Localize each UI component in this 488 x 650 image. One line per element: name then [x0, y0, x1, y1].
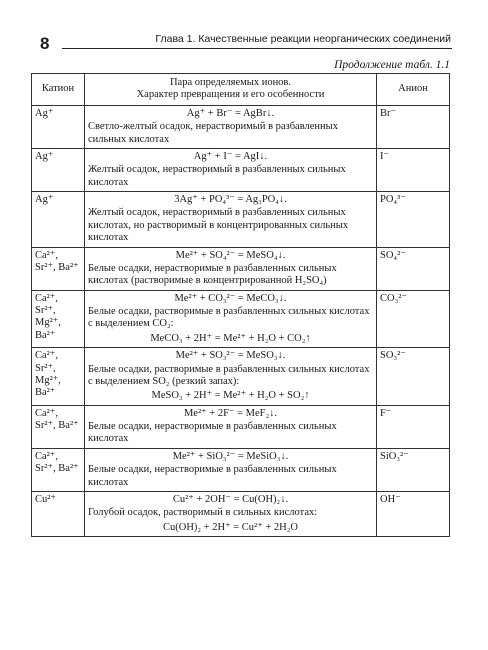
cation-cell: Ag⁺ — [32, 105, 85, 148]
cation-cell: Ag⁺ — [32, 192, 85, 248]
table-continuation-label: Продолжение табл. 1.1 — [334, 59, 450, 71]
table-row — [32, 348, 450, 406]
cation-cell: Ca²⁺, Sr²⁺, Ba²⁺ — [32, 247, 85, 290]
reaction-equation: Ag⁺ + I⁻ = AgI↓. — [193, 150, 268, 162]
reaction-equation: 3Ag⁺ + PO₄³⁻ = Ag₃PO₄↓. — [174, 194, 287, 205]
reaction-cell — [85, 491, 377, 536]
anion-cell: OH⁻ — [377, 491, 450, 536]
secondary-equation: MeCO₃ + 2H⁺ = Me²⁺ + H₂O + CO₂↑ — [150, 332, 311, 344]
header-pair-line2: Характер превращения и его особенности — [136, 89, 325, 101]
reaction-description: Белые осадки, нерастворимые в разбавленных сильных кислотах — [88, 464, 337, 488]
reaction-description: Светло-желтый осадок, нерастворимый в разбавленных сильных кислотах — [88, 121, 338, 145]
reaction-description: Белые осадки, нерастворимые в разбавленных сильных кислотах (растворимые в концентрированной H₂SO₄) — [88, 262, 337, 287]
reaction-description: Желтый осадок, нерастворимый в разбавленных сильных кислотах — [88, 164, 346, 188]
secondary-equation: MeSO₃ + 2H⁺ = Me²⁺ + H₂O + SO₂↑ — [151, 390, 310, 402]
reaction-description: Белые осадки, растворимые в разбавленных сильных кислотах с выделением CO₂: — [88, 306, 370, 330]
table-header-row — [32, 74, 450, 106]
table-row — [32, 105, 450, 148]
secondary-equation: Cu(OH)₂ + 2H⁺ = Cu²⁺ + 2H₂O — [163, 521, 298, 533]
anion-cell: SO₄²⁻ — [377, 247, 450, 290]
cation-cell: Ag⁺ — [32, 148, 85, 191]
table-row — [32, 192, 450, 248]
header-anion: Анион — [377, 74, 450, 106]
anion-cell: I⁻ — [377, 148, 450, 191]
anion-cell: F⁻ — [377, 405, 450, 448]
anion-cell: PO₄³⁻ — [377, 192, 450, 248]
cation-cell: Ca²⁺, Sr²⁺, Ba²⁺ — [32, 405, 85, 448]
table-row — [32, 290, 450, 348]
reactions-table — [31, 73, 450, 537]
chapter-title: Глава 1. Качественные реакции неорганических соединений — [155, 33, 451, 45]
anion-cell: CO₃²⁻ — [377, 290, 450, 348]
table-row — [32, 247, 450, 290]
reaction-cell — [85, 247, 377, 290]
anion-cell: Br⁻ — [377, 105, 450, 148]
cation-cell: Ca²⁺, Sr²⁺, Ba²⁺ — [32, 448, 85, 491]
reaction-cell — [85, 348, 377, 406]
table-row — [32, 448, 450, 491]
reaction-cell — [85, 192, 377, 248]
reaction-description: Желтый осадок, нерастворимый в разбавленных сильных кислотах, но растворимый в концентрированных сильных кислотах — [88, 207, 349, 244]
header-cation: Катион — [32, 74, 85, 106]
header-pair-line1: Пара определяемых ионов. — [169, 77, 292, 88]
table-row — [32, 491, 450, 536]
header-rule — [62, 48, 452, 49]
table-row — [32, 148, 450, 191]
reaction-equation: Me²⁺ + 2F⁻ = MeF₂↓. — [183, 407, 278, 419]
cation-cell: Ca²⁺, Sr²⁺, Mg²⁺, Ba²⁺ — [32, 348, 85, 406]
cation-cell: Ca²⁺, Sr²⁺, Mg²⁺, Ba²⁺ — [32, 290, 85, 348]
reaction-equation: Ag⁺ + Br⁻ = AgBr↓. — [186, 107, 275, 119]
reaction-description: Белые осадки, нерастворимые в разбавленных сильных кислотах — [88, 421, 337, 445]
reaction-description: Белые осадки, растворимые в разбавленных сильных кислотах с выделением SO₂ (резкий запах): — [88, 363, 370, 387]
header-pair — [85, 74, 377, 106]
reaction-equation: Me²⁺ + CO₃²⁻ = MeCO₃↓. — [174, 292, 287, 304]
cation-cell: Cu²⁺ — [32, 491, 85, 536]
reaction-cell — [85, 290, 377, 348]
anion-cell: SiO₃²⁻ — [377, 448, 450, 491]
reaction-cell — [85, 148, 377, 191]
reaction-equation: Me²⁺ + SO₄²⁻ = MeSO₄↓. — [175, 249, 286, 261]
reaction-equation: Me²⁺ + SiO₃²⁻ = MeSiO₃↓. — [172, 450, 289, 462]
reaction-cell — [85, 405, 377, 448]
reaction-description: Голубой осадок, растворимый в сильных кислотах: — [88, 507, 318, 519]
table-row — [32, 405, 450, 448]
reaction-equation: Me²⁺ + SO₃²⁻ = MeSO₃↓. — [175, 350, 286, 362]
anion-cell: SO₃²⁻ — [377, 348, 450, 406]
reaction-cell — [85, 448, 377, 491]
reaction-equation: Cu²⁺ + 2OH⁻ = Cu(OH)₂↓. — [172, 493, 289, 505]
page-number: 8 — [40, 34, 50, 53]
reaction-cell — [85, 105, 377, 148]
